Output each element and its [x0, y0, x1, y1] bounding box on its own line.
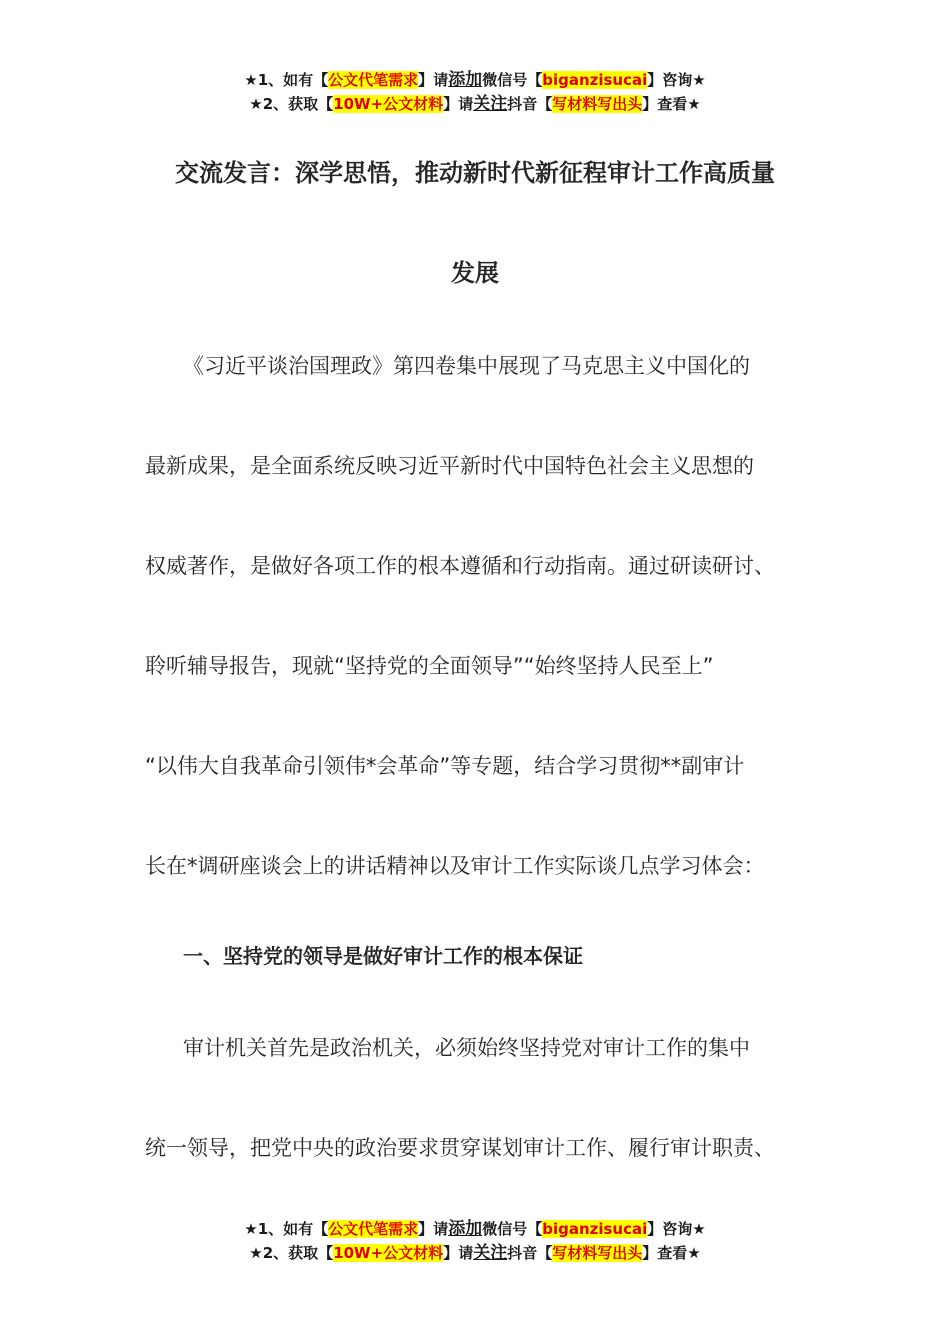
paragraph-line: 最新成果，是全面系统反映习近平新时代中国特色社会主义思想的 [145, 454, 754, 478]
paragraph-line: 权威著作，是做好各项工作的根本遵循和行动指南。通过研读研讨、 [145, 554, 775, 578]
highlight-wechat-id: biganzisucai [542, 71, 648, 89]
highlight-douyin-id: 写材料写出头 [552, 1244, 643, 1262]
highlight-materials: 10W+公文材料 [333, 1244, 444, 1262]
paragraph-line: 《习近平谈治国理政》第四卷集中展现了马克思主义中国化的 [183, 354, 750, 378]
paragraph-line: 统一领导，把党中央的政治要求贯穿谋划审计工作、履行审计职责、 [145, 1136, 775, 1160]
section-heading: 一、坚持党的领导是做好审计工作的根本保证 [183, 944, 583, 968]
top-banner [0, 68, 950, 116]
document-title-line-1: 交流发言：深学思悟，推动新时代新征程审计工作高质量 [175, 159, 775, 187]
highlight-service: 公文代笔需求 [328, 71, 419, 89]
document-title-line-2: 发展 [451, 259, 499, 287]
highlight-materials: 10W+公文材料 [333, 95, 444, 113]
bottom-banner [0, 1217, 950, 1265]
highlight-douyin-id: 写材料写出头 [552, 95, 643, 113]
bottom-banner-line-2: ★2、获取【10W+公文材料】请关注抖音【写材料写出头】查看★ [249, 1243, 701, 1263]
paragraph-line: 审计机关首先是政治机关，必须始终坚持党对审计工作的集中 [183, 1036, 750, 1060]
highlight-service: 公文代笔需求 [328, 1220, 419, 1238]
bottom-banner-line-1: ★1、如有【公文代笔需求】请添加微信号【biganzisucai】咨询★ [244, 1219, 706, 1239]
paragraph-line: “以伟大自我革命引领伟*会革命”等专题，结合学习贯彻**副审计 [145, 754, 745, 778]
top-banner-line-1: ★1、如有【公文代笔需求】请添加微信号【biganzisucai】咨询★ [244, 70, 706, 90]
highlight-wechat-id: biganzisucai [542, 1220, 648, 1238]
paragraph-line: 聆听辅导报告，现就“坚持党的全面领导”“始终坚持人民至上” [145, 654, 714, 678]
top-banner-line-2: ★2、获取【10W+公文材料】请关注抖音【写材料写出头】查看★ [249, 94, 701, 114]
paragraph-line: 长在*调研座谈会上的讲话精神以及审计工作实际谈几点学习体会： [145, 854, 765, 878]
